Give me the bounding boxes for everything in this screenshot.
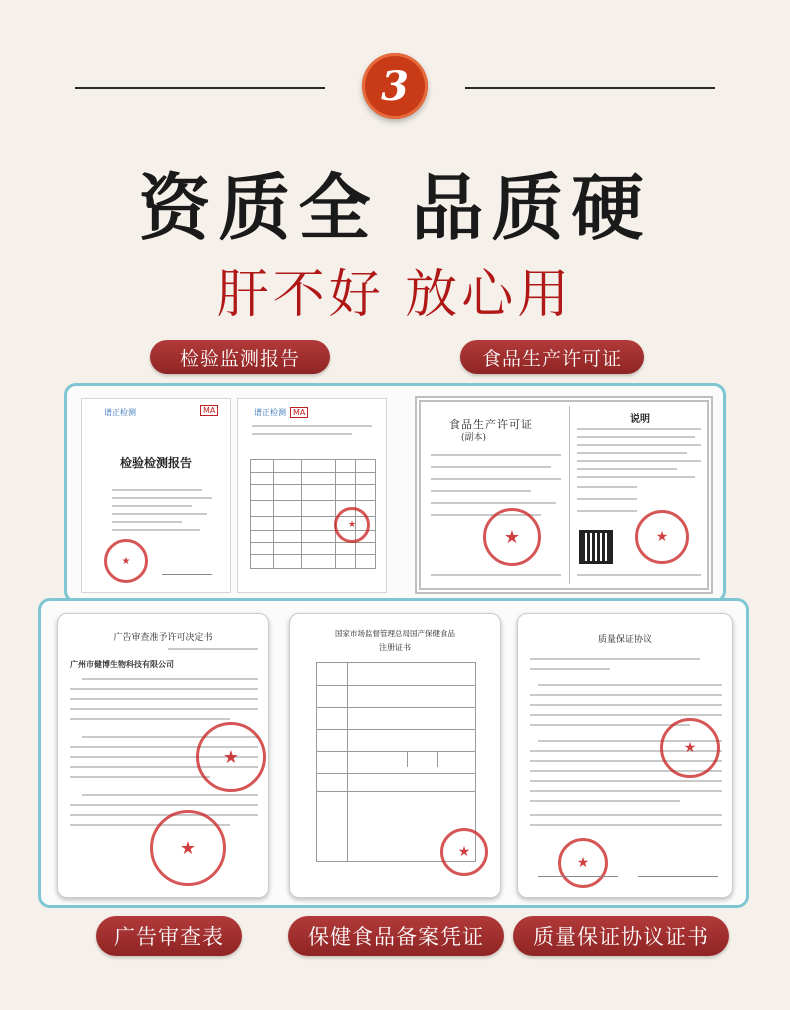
text-line bbox=[112, 529, 200, 531]
label-ad-review: 广告审查表 bbox=[96, 916, 242, 956]
text-line bbox=[431, 502, 556, 504]
text-line bbox=[70, 814, 258, 816]
label-food-license: 食品生产许可证 bbox=[460, 340, 644, 374]
page-title: 资质全 品质硬 bbox=[138, 166, 652, 250]
food-license-notes-title: 说明 bbox=[630, 414, 650, 425]
text-line bbox=[431, 490, 531, 492]
red-seal-stamp: ★ bbox=[104, 539, 148, 583]
text-line bbox=[252, 425, 372, 427]
text-line bbox=[530, 800, 680, 802]
text-line bbox=[577, 468, 677, 470]
ad-approval-certificate bbox=[57, 613, 269, 898]
food-production-license bbox=[415, 396, 713, 594]
text-line bbox=[70, 776, 210, 778]
text-line bbox=[538, 684, 722, 686]
qr-code-icon bbox=[579, 530, 613, 564]
text-line bbox=[577, 510, 637, 512]
header-rule-right bbox=[465, 87, 715, 89]
text-line bbox=[530, 704, 722, 706]
quality-guarantee-agreement bbox=[517, 613, 733, 898]
text-line bbox=[70, 804, 258, 806]
inspection-report-page-2 bbox=[237, 398, 387, 593]
text-line bbox=[577, 498, 637, 500]
text-line bbox=[530, 780, 722, 782]
signature-line bbox=[538, 876, 618, 877]
page-subtitle: 肝不好 放心用 bbox=[216, 265, 574, 325]
step-number-badge: 3 bbox=[362, 53, 428, 119]
red-seal-stamp: ★ bbox=[196, 722, 266, 792]
text-line bbox=[530, 790, 722, 792]
text-line bbox=[577, 460, 701, 462]
quality-agreement-title: 质量保证协议 bbox=[597, 635, 652, 645]
health-food-subtitle: 注册证书 bbox=[379, 643, 411, 652]
red-seal-stamp: ★ bbox=[660, 718, 720, 778]
text-line bbox=[168, 648, 258, 650]
text-line bbox=[431, 478, 561, 480]
text-line bbox=[112, 521, 182, 523]
text-line bbox=[530, 814, 722, 816]
text-line bbox=[530, 824, 722, 826]
ma-mark-icon: MA bbox=[200, 405, 218, 416]
red-seal-stamp: ★ bbox=[334, 507, 370, 543]
red-seal-stamp: ★ bbox=[150, 810, 226, 886]
text-line bbox=[577, 476, 695, 478]
red-seal-stamp: ★ bbox=[558, 838, 608, 888]
ma-mark-icon: MA bbox=[290, 407, 308, 418]
header-rule-left bbox=[75, 87, 325, 89]
text-line bbox=[70, 708, 258, 710]
text-line bbox=[82, 794, 258, 796]
ad-approval-company: 广州市健博生物科技有限公司 bbox=[70, 659, 174, 669]
text-line bbox=[577, 574, 701, 576]
text-line bbox=[577, 444, 701, 446]
text-line bbox=[577, 428, 701, 430]
text-line bbox=[577, 486, 637, 488]
red-seal-stamp: ★ bbox=[483, 508, 541, 566]
text-line bbox=[431, 454, 561, 456]
top-certificate-frame bbox=[64, 383, 726, 603]
text-line bbox=[431, 466, 551, 468]
signature-line bbox=[162, 574, 212, 575]
text-line bbox=[70, 698, 258, 700]
inspection-report-title: 检验检测报告 bbox=[119, 456, 192, 470]
text-line bbox=[530, 724, 690, 726]
text-line bbox=[112, 497, 212, 499]
text-line bbox=[530, 658, 700, 660]
ad-approval-title: 广告审查准予许可决定书 bbox=[113, 633, 213, 643]
inspection-logo: 谱正检测 bbox=[104, 408, 136, 417]
text-line bbox=[530, 694, 722, 696]
food-license-copy-mark: (副本) bbox=[461, 433, 487, 443]
text-line bbox=[112, 505, 192, 507]
label-inspection-report: 检验监测报告 bbox=[150, 340, 330, 374]
text-line bbox=[530, 714, 722, 716]
text-line bbox=[577, 436, 695, 438]
food-license-title: 食品生产许可证 bbox=[449, 418, 533, 431]
text-line bbox=[577, 452, 687, 454]
text-line bbox=[112, 513, 207, 515]
text-line bbox=[530, 668, 610, 670]
bottom-certificate-frame bbox=[38, 598, 749, 908]
text-line bbox=[70, 718, 230, 720]
health-food-registration-certificate bbox=[289, 613, 501, 898]
label-quality-agreement: 质量保证协议证书 bbox=[513, 916, 729, 956]
text-line bbox=[431, 574, 561, 576]
text-line bbox=[112, 489, 202, 491]
red-seal-stamp: ★ bbox=[440, 828, 488, 876]
signature-line bbox=[638, 876, 718, 877]
text-line bbox=[252, 433, 352, 435]
red-seal-stamp: ★ bbox=[635, 510, 689, 564]
health-food-title: 国家市场监督管理总局国产保健食品 bbox=[335, 629, 455, 638]
inspection-logo: 谱正检测 bbox=[254, 408, 286, 417]
text-line bbox=[82, 678, 258, 680]
inspection-report-page-1 bbox=[81, 398, 231, 593]
label-health-food-record: 保健食品备案凭证 bbox=[288, 916, 504, 956]
text-line bbox=[70, 688, 258, 690]
